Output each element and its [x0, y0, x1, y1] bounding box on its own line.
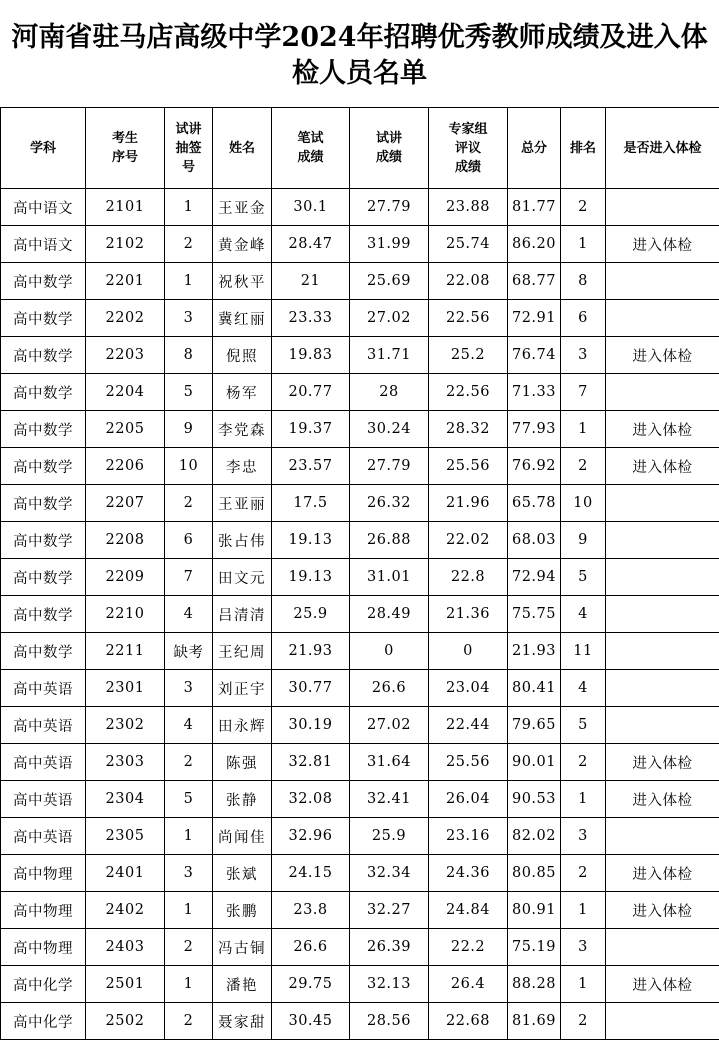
cell-subject: 高中数学: [1, 633, 86, 670]
cell-written-score: 19.37: [272, 411, 350, 448]
cell-total: 81.77: [508, 189, 561, 226]
cell-candidate-no: 2501: [86, 966, 165, 1003]
cell-rank: 8: [561, 263, 606, 300]
cell-panel-score: 25.56: [429, 448, 508, 485]
cell-lecture-score: 31.01: [350, 559, 429, 596]
cell-lot-no: 1: [165, 818, 213, 855]
cell-candidate-no: 2502: [86, 1003, 165, 1040]
cell-rank: 10: [561, 485, 606, 522]
cell-name: 杨军: [213, 374, 272, 411]
table-row: [1, 374, 719, 411]
cell-candidate-no: 2203: [86, 337, 165, 374]
cell-lecture-score: 28.49: [350, 596, 429, 633]
cell-candidate-no: 2208: [86, 522, 165, 559]
cell-rank: 4: [561, 596, 606, 633]
cell-rank: 3: [561, 818, 606, 855]
cell-total: 21.93: [508, 633, 561, 670]
table-row: [1, 966, 719, 1003]
cell-total: 80.91: [508, 892, 561, 929]
cell-subject: 高中数学: [1, 448, 86, 485]
cell-total: 80.85: [508, 855, 561, 892]
cell-total: 90.01: [508, 744, 561, 781]
cell-lot-no: 8: [165, 337, 213, 374]
cell-lot-no: 1: [165, 263, 213, 300]
cell-lecture-score: 27.02: [350, 707, 429, 744]
cell-lecture-score: 0: [350, 633, 429, 670]
cell-name: 冯古铜: [213, 929, 272, 966]
cell-name: 刘正宇: [213, 670, 272, 707]
cell-candidate-no: 2302: [86, 707, 165, 744]
cell-lecture-score: 31.64: [350, 744, 429, 781]
cell-rank: 7: [561, 374, 606, 411]
cell-physical-exam: [606, 522, 719, 559]
table-body: [1, 189, 719, 1040]
cell-name: 王纪周: [213, 633, 272, 670]
cell-lecture-score: 25.69: [350, 263, 429, 300]
table-row: [1, 1003, 719, 1040]
cell-subject: 高中语文: [1, 189, 86, 226]
cell-written-score: 20.77: [272, 374, 350, 411]
table-row: [1, 189, 719, 226]
cell-lot-no: 3: [165, 670, 213, 707]
cell-subject: 高中物理: [1, 929, 86, 966]
cell-written-score: 24.15: [272, 855, 350, 892]
cell-candidate-no: 2209: [86, 559, 165, 596]
header-written-score: 笔试 成绩: [272, 108, 350, 189]
cell-candidate-no: 2205: [86, 411, 165, 448]
cell-lot-no: 1: [165, 189, 213, 226]
cell-subject: 高中数学: [1, 263, 86, 300]
cell-name: 李党森: [213, 411, 272, 448]
cell-lecture-score: 30.24: [350, 411, 429, 448]
cell-candidate-no: 2202: [86, 300, 165, 337]
table-row: [1, 559, 719, 596]
cell-panel-score: 23.16: [429, 818, 508, 855]
cell-subject: 高中数学: [1, 411, 86, 448]
cell-panel-score: 22.02: [429, 522, 508, 559]
cell-lot-no: 缺考: [165, 633, 213, 670]
cell-subject: 高中物理: [1, 855, 86, 892]
cell-physical-exam: 进入体检: [606, 966, 719, 1003]
table-row: [1, 300, 719, 337]
cell-written-score: 29.75: [272, 966, 350, 1003]
cell-lecture-score: 27.02: [350, 300, 429, 337]
cell-candidate-no: 2303: [86, 744, 165, 781]
cell-rank: 4: [561, 670, 606, 707]
cell-physical-exam: 进入体检: [606, 226, 719, 263]
cell-name: 张静: [213, 781, 272, 818]
title-line-1: 河南省驻马店高级中学2024年招聘优秀教师成绩及进入体: [0, 20, 719, 56]
cell-candidate-no: 2401: [86, 855, 165, 892]
cell-lot-no: 2: [165, 226, 213, 263]
cell-lecture-score: 27.79: [350, 448, 429, 485]
cell-panel-score: 24.84: [429, 892, 508, 929]
cell-subject: 高中语文: [1, 226, 86, 263]
cell-lot-no: 5: [165, 781, 213, 818]
cell-physical-exam: [606, 485, 719, 522]
cell-physical-exam: [606, 818, 719, 855]
results-table: [0, 107, 719, 1040]
cell-name: 倪照: [213, 337, 272, 374]
cell-total: 86.20: [508, 226, 561, 263]
cell-lecture-score: 28.56: [350, 1003, 429, 1040]
cell-lot-no: 1: [165, 892, 213, 929]
cell-panel-score: 22.44: [429, 707, 508, 744]
cell-physical-exam: [606, 189, 719, 226]
header-panel-score: 专家组 评议 成绩: [429, 108, 508, 189]
cell-panel-score: 22.2: [429, 929, 508, 966]
cell-total: 76.74: [508, 337, 561, 374]
cell-candidate-no: 2206: [86, 448, 165, 485]
cell-written-score: 21: [272, 263, 350, 300]
cell-physical-exam: 进入体检: [606, 744, 719, 781]
cell-rank: 2: [561, 855, 606, 892]
cell-lot-no: 10: [165, 448, 213, 485]
cell-rank: 1: [561, 966, 606, 1003]
cell-candidate-no: 2201: [86, 263, 165, 300]
cell-panel-score: 22.56: [429, 374, 508, 411]
cell-physical-exam: [606, 670, 719, 707]
cell-physical-exam: [606, 707, 719, 744]
cell-lecture-score: 32.41: [350, 781, 429, 818]
cell-physical-exam: [606, 559, 719, 596]
cell-name: 田永辉: [213, 707, 272, 744]
cell-panel-score: 24.36: [429, 855, 508, 892]
cell-rank: 2: [561, 1003, 606, 1040]
cell-subject: 高中数学: [1, 559, 86, 596]
cell-name: 黄金峰: [213, 226, 272, 263]
cell-name: 田文元: [213, 559, 272, 596]
cell-written-score: 32.96: [272, 818, 350, 855]
cell-rank: 3: [561, 337, 606, 374]
cell-rank: 2: [561, 189, 606, 226]
cell-written-score: 19.13: [272, 522, 350, 559]
cell-name: 祝秋平: [213, 263, 272, 300]
cell-physical-exam: [606, 929, 719, 966]
table-row: [1, 596, 719, 633]
cell-name: 陈强: [213, 744, 272, 781]
cell-subject: 高中英语: [1, 781, 86, 818]
cell-lot-no: 2: [165, 929, 213, 966]
title-line-2: 检人员名单: [0, 56, 719, 92]
cell-lot-no: 1: [165, 966, 213, 1003]
cell-lecture-score: 26.88: [350, 522, 429, 559]
cell-lot-no: 2: [165, 1003, 213, 1040]
header-lecture-score: 试讲 成绩: [350, 108, 429, 189]
cell-subject: 高中英语: [1, 818, 86, 855]
cell-written-score: 23.8: [272, 892, 350, 929]
cell-subject: 高中数学: [1, 596, 86, 633]
cell-rank: 5: [561, 707, 606, 744]
cell-lecture-score: 27.79: [350, 189, 429, 226]
cell-panel-score: 28.32: [429, 411, 508, 448]
table-row: [1, 855, 719, 892]
cell-lot-no: 7: [165, 559, 213, 596]
cell-candidate-no: 2305: [86, 818, 165, 855]
cell-total: 68.03: [508, 522, 561, 559]
cell-subject: 高中英语: [1, 707, 86, 744]
header-subject: 学科: [1, 108, 86, 189]
cell-name: 王亚丽: [213, 485, 272, 522]
cell-written-score: 26.6: [272, 929, 350, 966]
cell-rank: 1: [561, 892, 606, 929]
cell-panel-score: 22.56: [429, 300, 508, 337]
cell-total: 68.77: [508, 263, 561, 300]
cell-written-score: 30.19: [272, 707, 350, 744]
cell-written-score: 30.45: [272, 1003, 350, 1040]
cell-written-score: 17.5: [272, 485, 350, 522]
cell-panel-score: 22.08: [429, 263, 508, 300]
cell-name: 张占伟: [213, 522, 272, 559]
table-row: [1, 744, 719, 781]
table-row: [1, 670, 719, 707]
table-row: [1, 485, 719, 522]
cell-total: 90.53: [508, 781, 561, 818]
cell-candidate-no: 2402: [86, 892, 165, 929]
cell-subject: 高中化学: [1, 1003, 86, 1040]
cell-panel-score: 22.8: [429, 559, 508, 596]
cell-lecture-score: 26.6: [350, 670, 429, 707]
cell-rank: 5: [561, 559, 606, 596]
cell-subject: 高中英语: [1, 744, 86, 781]
cell-panel-score: 21.36: [429, 596, 508, 633]
cell-lecture-score: 32.27: [350, 892, 429, 929]
cell-candidate-no: 2207: [86, 485, 165, 522]
cell-physical-exam: 进入体检: [606, 448, 719, 485]
cell-lot-no: 3: [165, 855, 213, 892]
cell-name: 李忠: [213, 448, 272, 485]
header-total: 总分: [508, 108, 561, 189]
table-row: [1, 707, 719, 744]
cell-rank: 1: [561, 411, 606, 448]
cell-written-score: 25.9: [272, 596, 350, 633]
cell-name: 王亚金: [213, 189, 272, 226]
header-row: [1, 108, 719, 189]
cell-lot-no: 5: [165, 374, 213, 411]
cell-lot-no: 6: [165, 522, 213, 559]
cell-subject: 高中数学: [1, 522, 86, 559]
cell-written-score: 19.13: [272, 559, 350, 596]
cell-physical-exam: 进入体检: [606, 337, 719, 374]
cell-rank: 9: [561, 522, 606, 559]
cell-lecture-score: 26.32: [350, 485, 429, 522]
cell-total: 82.02: [508, 818, 561, 855]
cell-written-score: 30.77: [272, 670, 350, 707]
cell-lecture-score: 32.34: [350, 855, 429, 892]
cell-panel-score: 25.2: [429, 337, 508, 374]
cell-panel-score: 26.4: [429, 966, 508, 1003]
table-row: [1, 633, 719, 670]
cell-physical-exam: 进入体检: [606, 855, 719, 892]
cell-total: 72.94: [508, 559, 561, 596]
cell-lot-no: 4: [165, 596, 213, 633]
cell-candidate-no: 2204: [86, 374, 165, 411]
cell-written-score: 23.33: [272, 300, 350, 337]
cell-rank: 1: [561, 781, 606, 818]
cell-total: 71.33: [508, 374, 561, 411]
header-name: 姓名: [213, 108, 272, 189]
cell-lecture-score: 26.39: [350, 929, 429, 966]
cell-written-score: 32.08: [272, 781, 350, 818]
cell-rank: 2: [561, 448, 606, 485]
cell-total: 80.41: [508, 670, 561, 707]
cell-lecture-score: 31.99: [350, 226, 429, 263]
cell-name: 尚闻佳: [213, 818, 272, 855]
cell-name: 张斌: [213, 855, 272, 892]
document-title: [0, 0, 719, 106]
cell-subject: 高中化学: [1, 966, 86, 1003]
table-row: [1, 892, 719, 929]
cell-subject: 高中数学: [1, 374, 86, 411]
cell-physical-exam: 进入体检: [606, 411, 719, 448]
cell-physical-exam: [606, 263, 719, 300]
cell-candidate-no: 2211: [86, 633, 165, 670]
cell-panel-score: 21.96: [429, 485, 508, 522]
cell-subject: 高中数学: [1, 485, 86, 522]
cell-candidate-no: 2403: [86, 929, 165, 966]
cell-total: 88.28: [508, 966, 561, 1003]
cell-physical-exam: 进入体检: [606, 892, 719, 929]
cell-total: 81.69: [508, 1003, 561, 1040]
cell-rank: 3: [561, 929, 606, 966]
cell-written-score: 23.57: [272, 448, 350, 485]
cell-total: 65.78: [508, 485, 561, 522]
cell-physical-exam: [606, 300, 719, 337]
cell-name: 冀红丽: [213, 300, 272, 337]
table-row: [1, 781, 719, 818]
cell-panel-score: 25.56: [429, 744, 508, 781]
cell-name: 张鹏: [213, 892, 272, 929]
table-row: [1, 818, 719, 855]
cell-written-score: 28.47: [272, 226, 350, 263]
table-row: [1, 337, 719, 374]
cell-rank: 11: [561, 633, 606, 670]
cell-written-score: 32.81: [272, 744, 350, 781]
cell-candidate-no: 2301: [86, 670, 165, 707]
cell-physical-exam: [606, 596, 719, 633]
cell-lecture-score: 28: [350, 374, 429, 411]
cell-lot-no: 2: [165, 485, 213, 522]
cell-rank: 2: [561, 744, 606, 781]
cell-lot-no: 3: [165, 300, 213, 337]
cell-written-score: 19.83: [272, 337, 350, 374]
cell-name: 潘艳: [213, 966, 272, 1003]
cell-rank: 1: [561, 226, 606, 263]
cell-subject: 高中数学: [1, 300, 86, 337]
header-physical-exam: 是否进入体检: [606, 108, 719, 189]
cell-panel-score: 26.04: [429, 781, 508, 818]
table-row: [1, 411, 719, 448]
cell-total: 75.19: [508, 929, 561, 966]
table-row: [1, 226, 719, 263]
cell-panel-score: 25.74: [429, 226, 508, 263]
cell-physical-exam: 进入体检: [606, 781, 719, 818]
cell-subject: 高中物理: [1, 892, 86, 929]
cell-lot-no: 9: [165, 411, 213, 448]
cell-total: 79.65: [508, 707, 561, 744]
cell-written-score: 21.93: [272, 633, 350, 670]
cell-panel-score: 23.04: [429, 670, 508, 707]
cell-total: 76.92: [508, 448, 561, 485]
cell-physical-exam: [606, 374, 719, 411]
header-rank: 排名: [561, 108, 606, 189]
cell-lecture-score: 25.9: [350, 818, 429, 855]
cell-candidate-no: 2101: [86, 189, 165, 226]
cell-rank: 6: [561, 300, 606, 337]
cell-lecture-score: 32.13: [350, 966, 429, 1003]
cell-panel-score: 0: [429, 633, 508, 670]
table-row: [1, 448, 719, 485]
cell-candidate-no: 2304: [86, 781, 165, 818]
cell-candidate-no: 2102: [86, 226, 165, 263]
cell-physical-exam: [606, 1003, 719, 1040]
cell-total: 72.91: [508, 300, 561, 337]
header-lot-no: 试讲 抽签 号: [165, 108, 213, 189]
cell-name: 聂家甜: [213, 1003, 272, 1040]
cell-subject: 高中英语: [1, 670, 86, 707]
cell-total: 75.75: [508, 596, 561, 633]
table-row: [1, 929, 719, 966]
cell-name: 吕清清: [213, 596, 272, 633]
cell-physical-exam: [606, 633, 719, 670]
cell-total: 77.93: [508, 411, 561, 448]
cell-subject: 高中数学: [1, 337, 86, 374]
cell-lecture-score: 31.71: [350, 337, 429, 374]
cell-panel-score: 22.68: [429, 1003, 508, 1040]
header-candidate-no: 考生 序号: [86, 108, 165, 189]
cell-written-score: 30.1: [272, 189, 350, 226]
table-row: [1, 522, 719, 559]
cell-panel-score: 23.88: [429, 189, 508, 226]
cell-lot-no: 4: [165, 707, 213, 744]
cell-candidate-no: 2210: [86, 596, 165, 633]
table-row: [1, 263, 719, 300]
cell-lot-no: 2: [165, 744, 213, 781]
